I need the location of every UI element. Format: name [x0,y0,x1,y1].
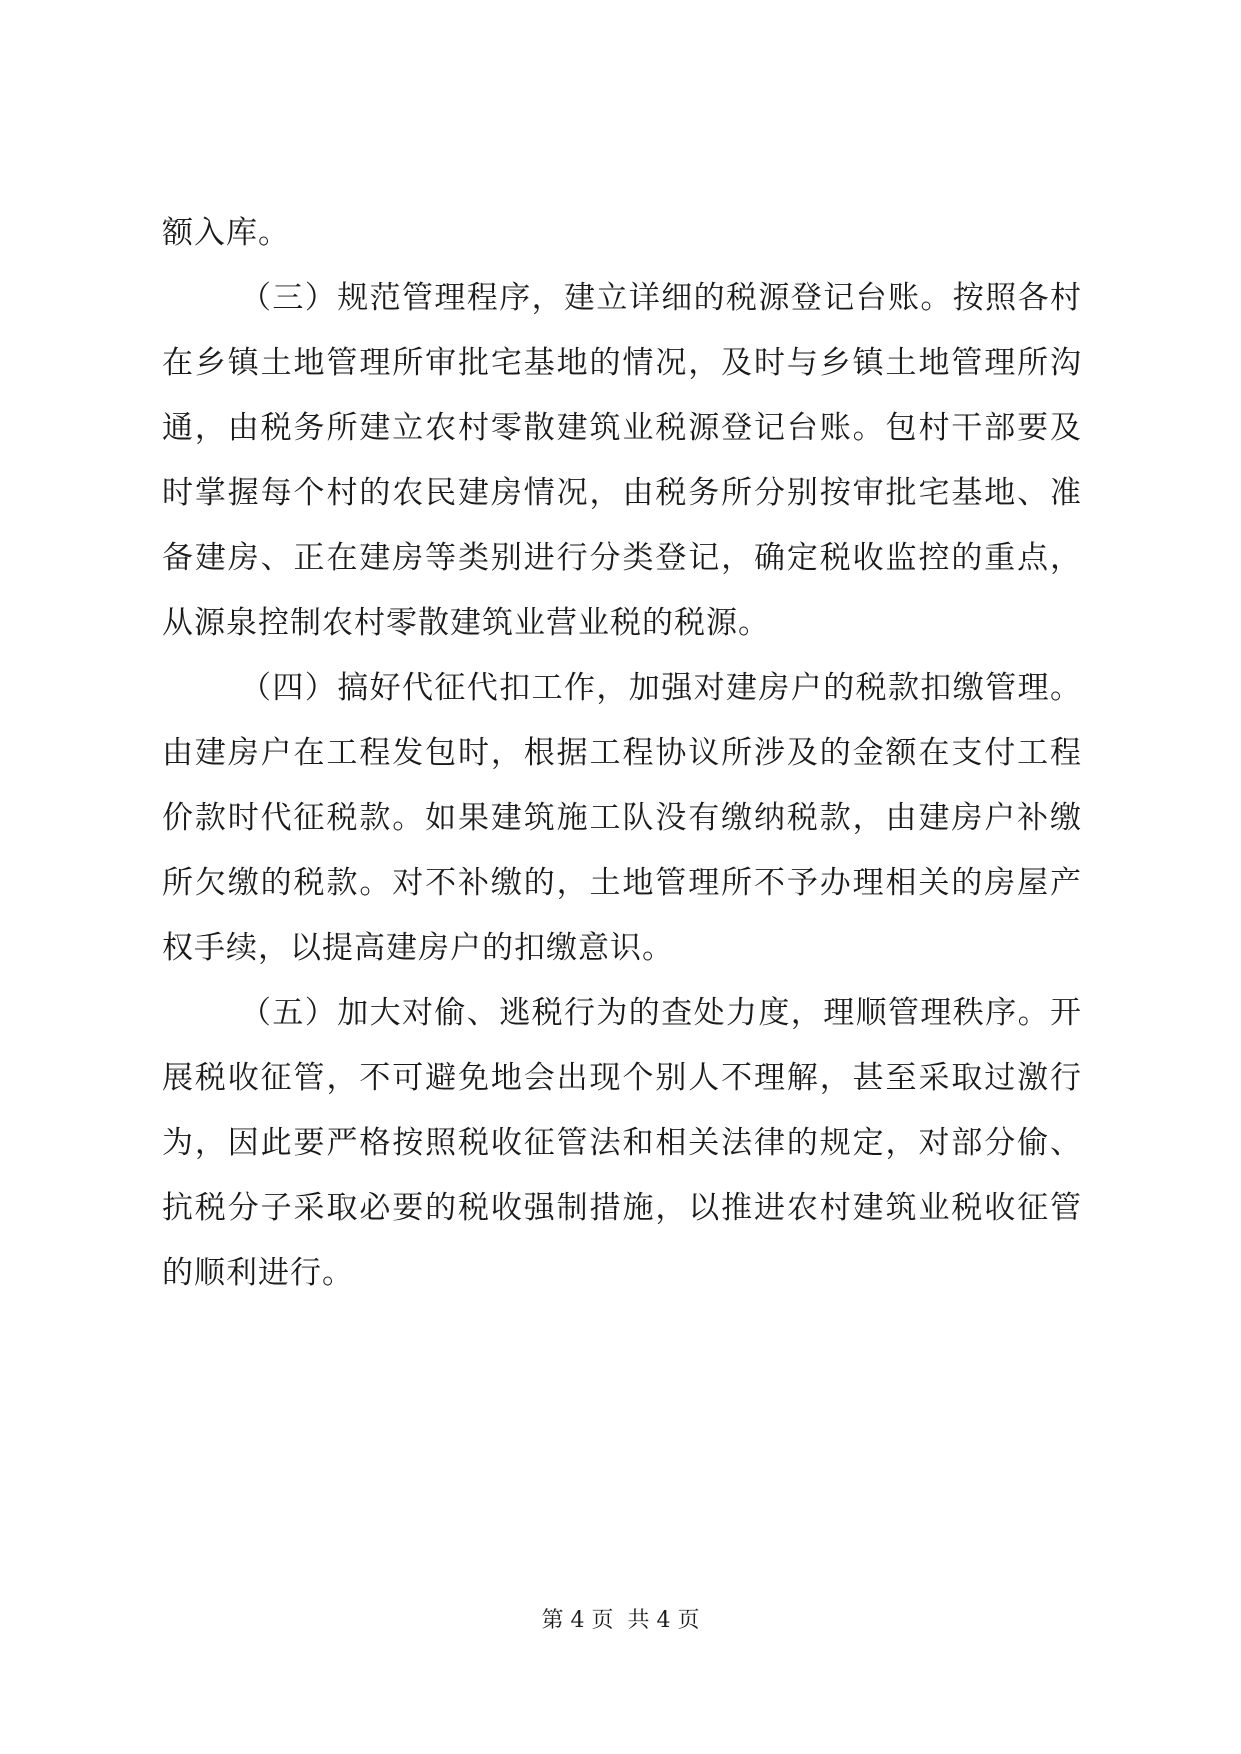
paragraph-4-line-5: 权手续，以提高建房户的扣缴意识。 [162,930,674,966]
paragraph-3-line-2: 在乡镇土地管理所审批宅基地的情况，及时与乡镇土地管理所沟 [162,345,1082,381]
page-number-footer: 第 4 页 共 4 页 [541,1608,700,1633]
paragraph-3-line-4: 时掌握每个村的农民建房情况，由税务所分别按审批宅基地、准 [162,475,1082,511]
paragraph-4-line-2: 由建房户在工程发包时，根据工程协议所涉及的金额在支付工程 [162,735,1082,771]
paragraph-2-end-line: 额入库。 [162,215,290,251]
paragraph-5-line-2: 展税收征管，不可避免地会出现个别人不理解，甚至采取过激行 [162,1060,1082,1096]
paragraph-3-line-6: 从源泉控制农村零散建筑业营业税的税源。 [162,605,770,641]
paragraph-3-line-1: （三）规范管理程序，建立详细的税源登记台账。按照各村 [240,280,1082,316]
paragraph-5-line-1: （五）加大对偷、逃税行为的查处力度，理顺管理秩序。开 [240,995,1082,1031]
paragraph-5-line-3: 为，因此要严格按照税收征管法和相关法律的规定，对部分偷、 [162,1125,1082,1161]
paragraph-4-line-1: （四）搞好代征代扣工作，加强对建房户的税款扣缴管理。 [240,670,1082,706]
paragraph-4-line-4: 所欠缴的税款。对不补缴的，土地管理所不予办理相关的房屋产 [162,865,1082,901]
paragraph-5-line-5: 的顺利进行。 [162,1255,354,1291]
paragraph-5-line-4: 抗税分子采取必要的税收强制措施，以推进农村建筑业税收征管 [162,1190,1082,1226]
paragraph-3-line-5: 备建房、正在建房等类别进行分类登记，确定税收监控的重点， [162,540,1082,576]
paragraph-4-line-3: 价款时代征税款。如果建筑施工队没有缴纳税款，由建房户补缴 [162,800,1082,836]
paragraph-3-line-3: 通，由税务所建立农村零散建筑业税源登记台账。包村干部要及 [162,410,1082,446]
